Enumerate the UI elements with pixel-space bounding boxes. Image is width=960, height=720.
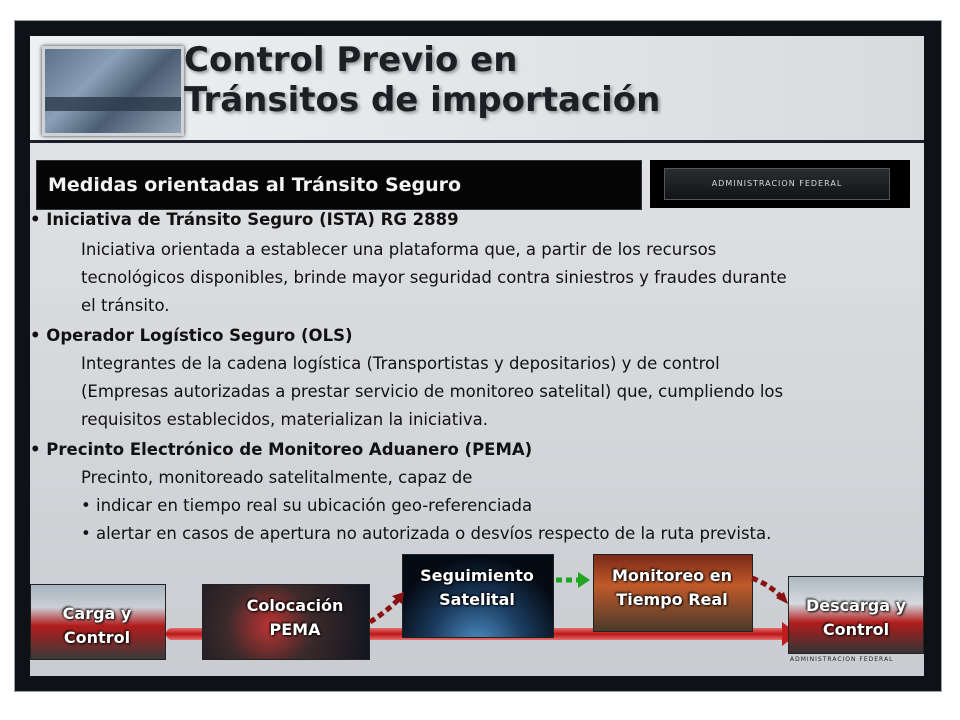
item-text: el tránsito. (81, 296, 170, 315)
item-heading-2: • Operador Logístico Seguro (OLS) (30, 326, 353, 345)
title-line-2: Tránsitos de importación (184, 80, 661, 120)
step-monitoreo: Monitoreo en Tiempo Real (612, 566, 732, 609)
step-descarga: Descarga y Control (805, 596, 907, 639)
step-seguimiento: Seguimiento Satelital (420, 566, 534, 609)
subbullet-2: • alertar en casos de apertura no autorizada o desvíos respecto de la ruta prevista. (81, 524, 772, 543)
afip-logo: ADMINISTRACION FEDERAL (664, 168, 890, 200)
subbullet-1: • indicar en tiempo real su ubicación geo-referenciada (81, 496, 533, 515)
item-text: Integrantes de la cadena logística (Transportistas y depositarios) y de control (81, 354, 720, 373)
step-colocacion: Colocación PEMA (246, 596, 344, 639)
item-heading-1: • Iniciativa de Tránsito Seguro (ISTA) RG 2889 (30, 210, 459, 229)
item-text: requisitos establecidos, materializan la iniciativa. (81, 410, 488, 429)
item-text: tecnológicos disponibles, brinde mayor seguridad contra siniestros y fraudes durante (81, 268, 787, 287)
section-title: Medidas orientadas al Tránsito Seguro (48, 174, 462, 196)
afip-small-logo: ADMINISTRACION FEDERAL (790, 656, 894, 663)
arrow-colocacion-seguimiento (370, 598, 400, 622)
item-text: Precinto, monitoreado satelitalmente, capaz de (81, 468, 473, 487)
item-heading-3: • Precinto Electrónico de Monitoreo Aduanero (PEMA) (30, 440, 533, 459)
item-text: (Empresas autorizadas a prestar servicio de monitoreo satelital) que, cumpliendo los (81, 382, 784, 401)
arrow-monitoreo-descarga (752, 578, 782, 598)
step-carga: Carga y Control (62, 604, 132, 647)
arrow-head-2 (578, 572, 590, 588)
title-line-1: Control Previo en (184, 40, 518, 80)
item-text: Iniciativa orientada a establecer una plataforma que, a partir de los recursos (81, 240, 717, 259)
